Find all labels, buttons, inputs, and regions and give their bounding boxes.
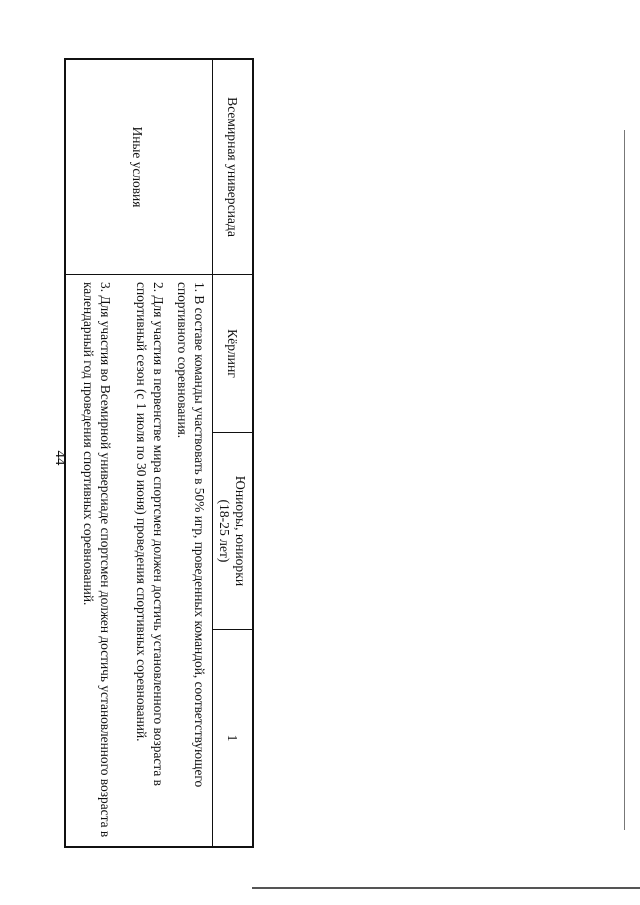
condition-item-2: 2. Для участия в первенстве мира спортсмен должен достичь установленного возраста в спортивный сезон (с 1 июля по 30 июня) проведения спортивных соревнований. [134,282,166,786]
header-age-group-line2: (18-25 лет) [217,499,233,563]
requirements-table [64,58,254,848]
conditions-cell [64,275,212,846]
page-edge-bottom [252,887,640,889]
condition-item-1: 1. В составе команды участвовать в 50% игр, проведенных командой, соответствующего спортивного соревнования. [175,282,207,788]
header-event: Всемирная универсиада [212,60,252,275]
rotated-table-wrapper [64,58,254,848]
page-number: 44 [52,450,68,466]
header-sport: Кёрлинг [212,275,252,433]
condition-item-3: 3. Для участия во Всемирной универсиаде спортсмен должен достичь установленного возраста в календарный год проведения спортивных соревнований. [81,282,113,838]
header-age-group-line1: Юниоры, юниорки [233,475,249,587]
row-label: Иные условия [64,60,212,275]
header-count: 1 [212,630,252,846]
header-age-group [212,433,252,630]
page-edge-right [624,130,625,830]
